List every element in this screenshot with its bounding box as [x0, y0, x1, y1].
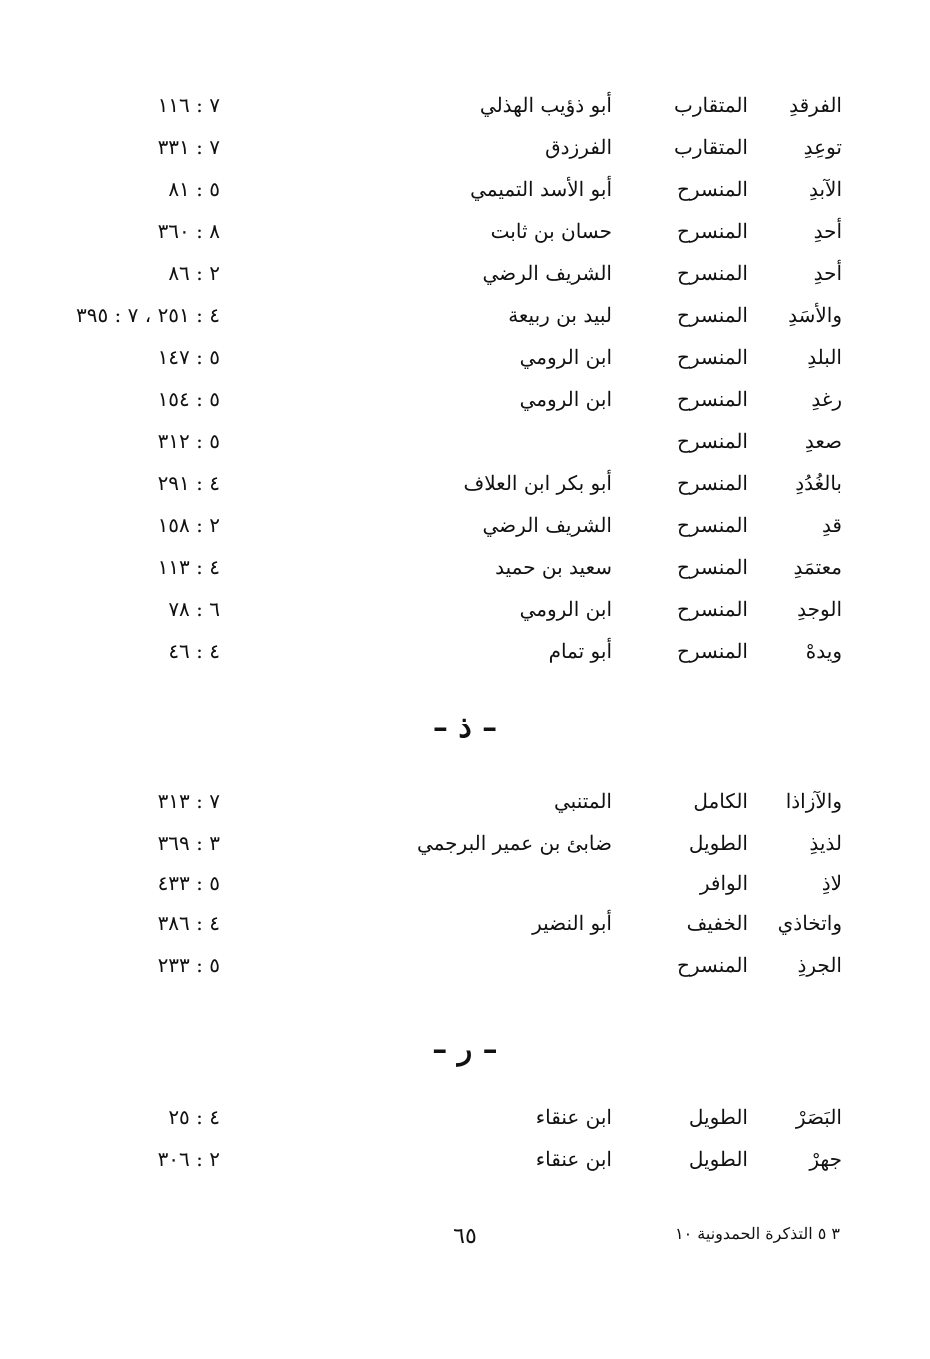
rhyme-word: واتخاذي: [777, 911, 842, 935]
index-row: [0, 254, 930, 292]
reference: ٢ : ٨٦: [168, 261, 220, 285]
index-row: [0, 904, 930, 942]
section-heading-ra: – ر –: [432, 1032, 498, 1067]
poet: ابن عنقاء: [535, 1147, 612, 1171]
index-row: [0, 212, 930, 250]
poet: ابن الرومي: [519, 597, 612, 621]
poet: أبو الأسد التميمي: [470, 177, 612, 201]
reference: ٤ : ٣٨٦: [157, 911, 220, 935]
poet: الفرزدق: [545, 135, 612, 159]
reference: ٦ : ٧٨: [168, 597, 220, 621]
rhyme-word: أحدِ: [813, 219, 842, 243]
index-row: [0, 296, 930, 334]
poet: ضابئ بن عمير البرجمي: [416, 831, 612, 855]
index-row: [0, 590, 930, 628]
poet: أبو بكر ابن العلاف: [463, 471, 612, 495]
poet: لبيد بن ربيعة: [508, 303, 612, 327]
rhyme-word: توعِدِ: [803, 135, 842, 159]
index-row: [0, 422, 930, 460]
meter: المنسرح: [676, 177, 748, 201]
reference: ٧ : ٣٣١: [157, 135, 220, 159]
reference: ٤ : ٢٥١ ، ٧ : ٣٩٥: [75, 303, 220, 327]
reference: ٥ : ٨١: [168, 177, 220, 201]
reference: ٤ : ١١٣: [157, 555, 220, 579]
meter: المنسرح: [676, 555, 748, 579]
index-row: [0, 128, 930, 166]
rhyme-word: لذيذِ: [809, 831, 842, 855]
poet: ابن الرومي: [519, 345, 612, 369]
section-heading-dhal: – ذ –: [432, 710, 498, 745]
index-row: [0, 548, 930, 586]
rhyme-word: الآبدِ: [808, 177, 842, 201]
poet: أبو النضير: [532, 911, 612, 935]
rhyme-word: والآزاذا: [785, 789, 842, 813]
meter: المنسرح: [676, 429, 748, 453]
meter: الطويل: [688, 1105, 748, 1129]
rhyme-word: الجرذِ: [797, 953, 842, 977]
meter: المنسرح: [676, 639, 748, 663]
reference: ٧ : ١١٦: [157, 93, 220, 117]
rhyme-word: أحدِ: [813, 261, 842, 285]
rhyme-word: البَصَرْ: [795, 1105, 842, 1129]
index-row: [0, 782, 930, 820]
meter: المتقارب: [674, 93, 748, 117]
reference: ٥ : ٢٣٣: [157, 953, 220, 977]
reference: ٣ : ٣٦٩: [157, 831, 220, 855]
reference: ٥ : ١٤٧: [157, 345, 220, 369]
index-row: [0, 380, 930, 418]
index-row: [0, 170, 930, 208]
meter: الوافر: [699, 871, 748, 895]
reference: ٥ : ٣١٢: [157, 429, 220, 453]
poet: ابن الرومي: [519, 387, 612, 411]
index-row: [0, 338, 930, 376]
rhyme-word: صعدِ: [804, 429, 842, 453]
meter: الخفيف: [686, 911, 748, 935]
rhyme-word: معتمَدِ: [793, 555, 842, 579]
meter: المنسرح: [676, 219, 748, 243]
rhyme-word: الوجدِ: [797, 597, 842, 621]
meter: الطويل: [688, 1147, 748, 1171]
index-row: [0, 946, 930, 984]
meter: المنسرح: [676, 303, 748, 327]
meter: المتقارب: [674, 135, 748, 159]
poet: المتنبي: [554, 789, 612, 813]
rhyme-word: قدِ: [821, 513, 842, 537]
reference: ٨ : ٣٦٠: [157, 219, 220, 243]
footer-signature: ٣ ٥ التذكرة الحمدونية ١٠: [675, 1224, 840, 1243]
page-number: ٦٥: [453, 1224, 477, 1249]
meter: الكامل: [693, 789, 748, 813]
meter: المنسرح: [676, 597, 748, 621]
rhyme-word: الفرقدِ: [789, 93, 842, 117]
meter: المنسرح: [676, 953, 748, 977]
rhyme-word: والأسَدِ: [788, 303, 842, 327]
poet: حسان بن ثابت: [490, 219, 612, 243]
reference: ٢ : ١٥٨: [157, 513, 220, 537]
meter: المنسرح: [676, 513, 748, 537]
rhyme-word: ويدهْ: [805, 639, 842, 663]
meter: المنسرح: [676, 471, 748, 495]
rhyme-word: جهرْ: [809, 1147, 842, 1171]
index-row: [0, 632, 930, 670]
index-row: [0, 464, 930, 502]
reference: ٤ : ٢٥: [168, 1105, 220, 1129]
poet: الشريف الرضي: [482, 261, 612, 285]
meter: الطويل: [688, 831, 748, 855]
rhyme-word: لاذِ: [821, 871, 842, 895]
index-row: [0, 864, 930, 902]
reference: ٥ : ١٥٤: [157, 387, 220, 411]
index-row: [0, 1098, 930, 1136]
meter: المنسرح: [676, 387, 748, 411]
poet: أبو تمام: [548, 639, 612, 663]
reference: ٥ : ٤٣٣: [157, 871, 220, 895]
reference: ٤ : ٢٩١: [157, 471, 220, 495]
reference: ٧ : ٣١٣: [157, 789, 220, 813]
index-row: [0, 1140, 930, 1178]
reference: ٤ : ٤٦: [168, 639, 220, 663]
poet: أبو ذؤيب الهذلي: [479, 93, 612, 117]
meter: المنسرح: [676, 345, 748, 369]
rhyme-word: البلدِ: [807, 345, 842, 369]
reference: ٢ : ٣٠٦: [157, 1147, 220, 1171]
meter: المنسرح: [676, 261, 748, 285]
poet: ابن عنقاء: [535, 1105, 612, 1129]
poet: الشريف الرضي: [482, 513, 612, 537]
rhyme-word: بالغُدُدِ: [795, 471, 842, 495]
rhyme-word: رغدِ: [811, 387, 842, 411]
poet: سعيد بن حميد: [495, 555, 612, 579]
index-row: [0, 506, 930, 544]
index-row: [0, 824, 930, 862]
index-row: [0, 86, 930, 124]
